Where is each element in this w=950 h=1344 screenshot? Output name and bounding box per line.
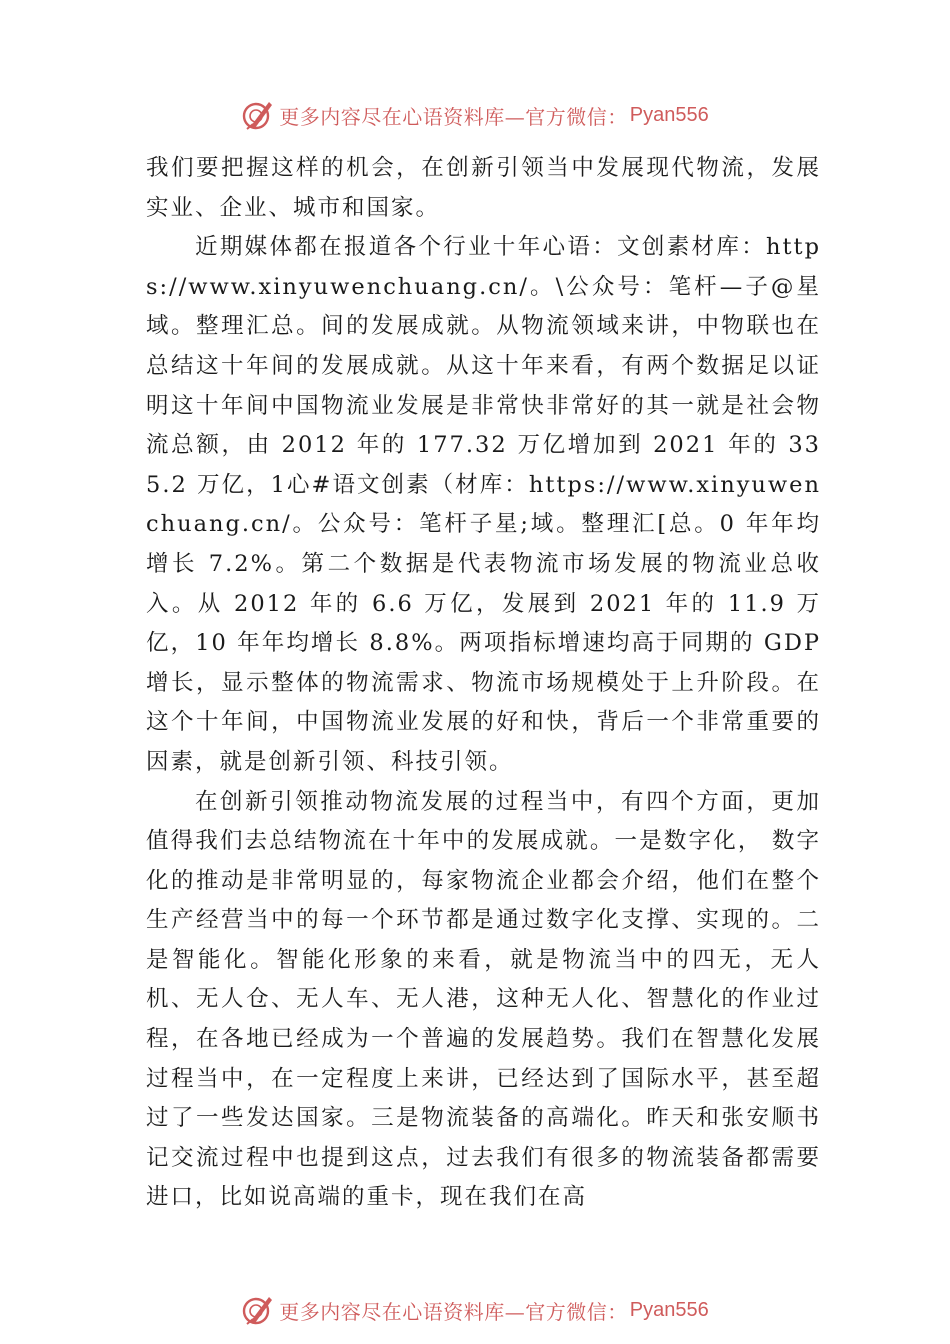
header-watermark (0, 95, 950, 135)
header-watermark-contact: Pyan556 (629, 103, 709, 126)
quill-logo-icon (241, 1293, 275, 1327)
paragraph-3: 在创新引领推动物流发展的过程当中，有四个方面，更加值得我们去总结物流在十年中的发展成就。一是数字化， 数字化的推动是非常明显的，每家物流企业都会介绍，他们在整个生产经营当中的每一个环节都是通过数字化支撑、实现的。二是智能化。智能化形象的来看，就是物流当中的四无，无人机、无人仓、无人车、无人港，这种无人化、智慧化的作业过程，在各地已经成为一个普遍的发展趋势。我们在智慧化发展过程当中，在一定程度上来讲，已经达到了国际水平，甚至超过了一些发达国家。三是物流装备的高端化。昨天和张安顺书记交流过程中也提到这点，过去我们有很多的物流装备都需要进口，比如说高端的重卡，现在我们在高 (146, 788, 821, 1211)
header-watermark-text: 更多内容尽在心语资料库—官方微信： (279, 104, 628, 129)
footer-watermark-contact: Pyan556 (629, 1298, 709, 1321)
paragraph-2: 近期媒体都在报道各个行业十年心语：文创素材库：https://www.xinyuwenchuang.cn/。\公众号：笔杆—子@星域。整理汇总。间的发展成就。从物流领域来讲，中物联也在总结这十年间的发展成就。从这十年来看，有两个数据足以证明这十年间中国物流业发展是非常快非常好的其一就是社会物流总额，由 2012 年的 177.32 万亿增加到 2021 年的 335.2 万亿，1心#语文创素（材库：https://www.xinyuwenchuang.cn/。公众号：笔杆子星;域。整理汇[总。0 年年均增长 7.2%。第二个数据是代表物流市场发展的物流业总收入。从 2012 年的 6.6 万亿，发展到 2021 年的 11.9 万亿，10 年年均增长 8.8%。两项指标增速均高于同期的 GDP 增长，显示整体的物流需求、物流市场规模处于上升阶段。在这个十年间，中国物流业发展的好和快，背后一个非常重要的因素，就是创新引领、科技引领。 (146, 234, 821, 775)
document-body (146, 149, 821, 1218)
footer-watermark-text: 更多内容尽在心语资料库—官方微信： (279, 1299, 628, 1324)
paragraph-1: 我们要把握这样的机会，在创新引领当中发展现代物流，发展实业、企业、城市和国家。 (146, 155, 821, 221)
footer-watermark (0, 1290, 950, 1330)
quill-logo-icon (241, 98, 275, 132)
